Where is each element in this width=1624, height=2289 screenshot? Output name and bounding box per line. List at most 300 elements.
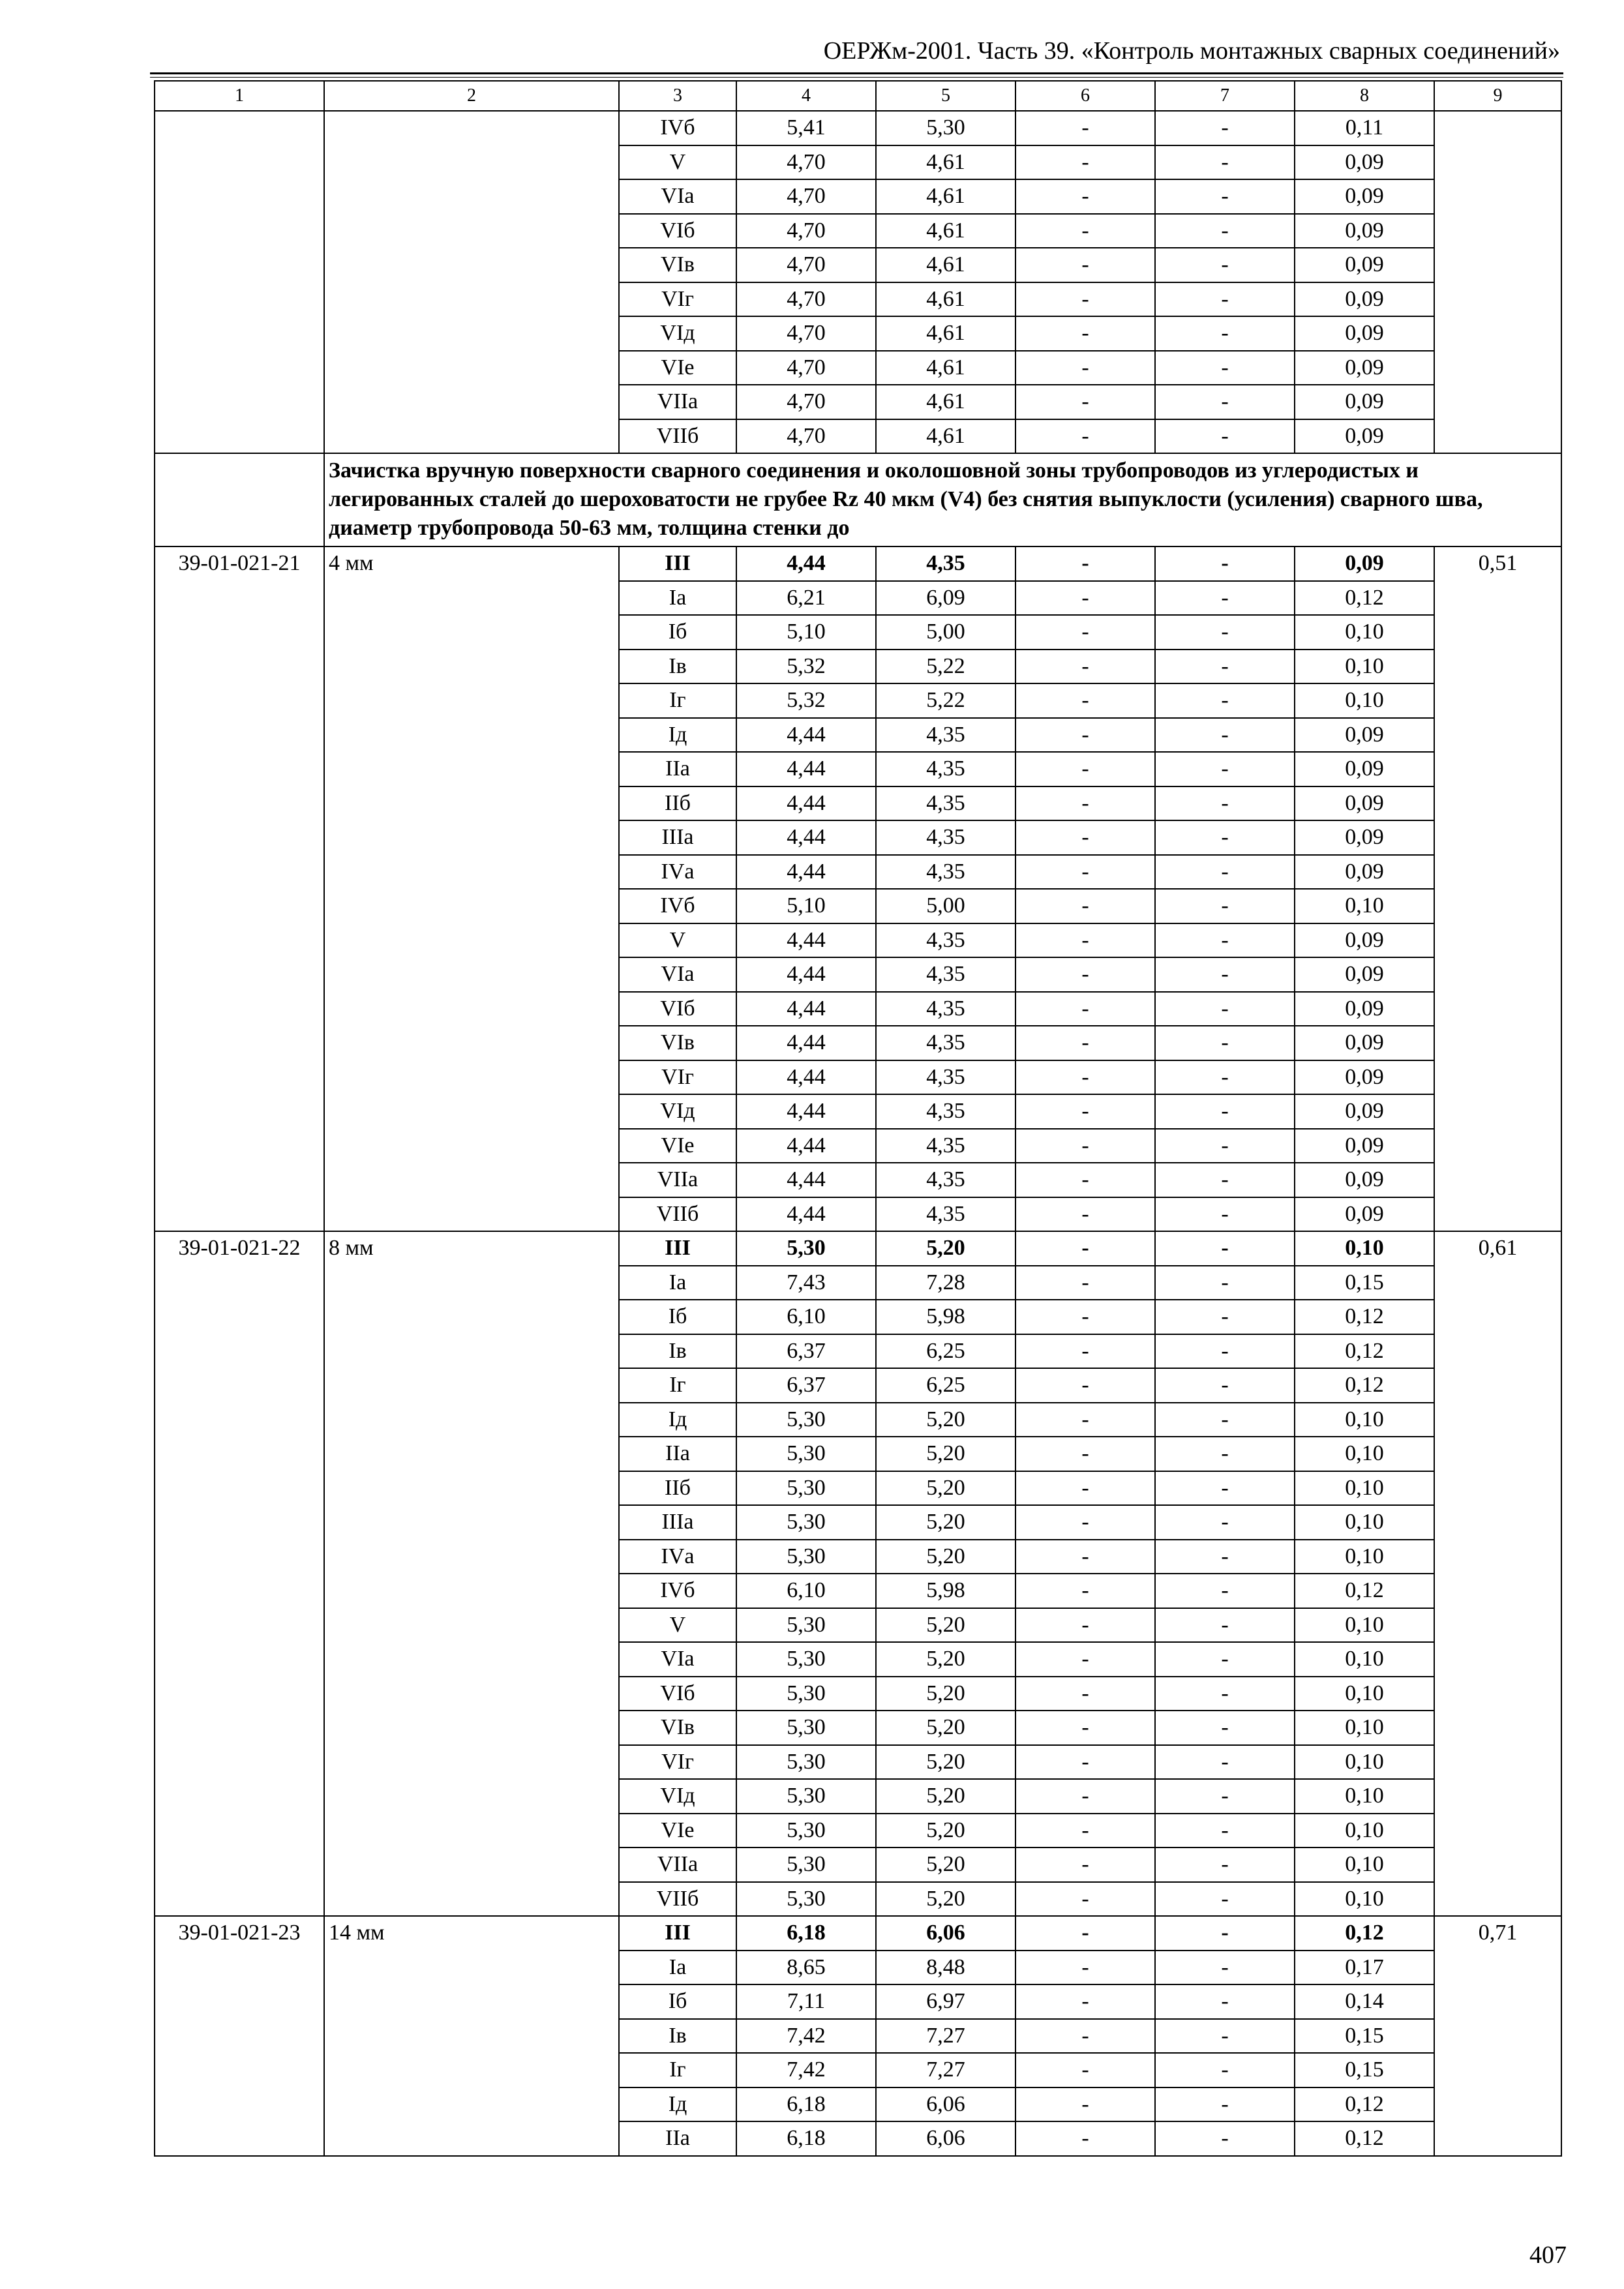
price-col-4: 4,70	[736, 351, 876, 385]
column-number: 4	[736, 81, 876, 111]
table-row	[155, 1916, 1561, 1951]
price-col-8: 0,09	[1295, 419, 1434, 454]
price-col-7: -	[1155, 1574, 1295, 1608]
price-col-6: -	[1015, 1540, 1155, 1574]
price-col-6: -	[1015, 1916, 1155, 1951]
price-col-4: 5,30	[736, 1540, 876, 1574]
price-col-4: 6,10	[736, 1300, 876, 1334]
price-col-7: -	[1155, 1677, 1295, 1711]
price-col-7: -	[1155, 2019, 1295, 2054]
region-code: VIIб	[619, 419, 736, 454]
price-col-4: 4,70	[736, 282, 876, 317]
page-header-title: ОЕРЖм-2001. Часть 39. «Контроль монтажных сварных соединений»	[823, 37, 1560, 65]
price-col-4: 4,44	[736, 992, 876, 1026]
item-code: 39-01-021-23	[155, 1916, 324, 2156]
price-col-6: -	[1015, 1368, 1155, 1403]
region-code: Iв	[619, 1334, 736, 1369]
price-col-8: 0,12	[1295, 2121, 1434, 2156]
price-col-8: 0,09	[1295, 786, 1434, 821]
price-col-8: 0,09	[1295, 1163, 1434, 1197]
price-col-7: -	[1155, 1334, 1295, 1369]
region-code: Iв	[619, 650, 736, 684]
price-col-4: 4,70	[736, 145, 876, 180]
price-col-5: 4,35	[876, 718, 1015, 753]
region-code: Iг	[619, 683, 736, 718]
price-col-5: 4,61	[876, 282, 1015, 317]
price-col-4: 4,70	[736, 316, 876, 351]
price-col-7: -	[1155, 214, 1295, 248]
column-number: 8	[1295, 81, 1434, 111]
price-col-8: 0,09	[1295, 385, 1434, 419]
price-col-5: 5,20	[876, 1642, 1015, 1677]
price-col-5: 4,61	[876, 179, 1015, 214]
price-col-4: 4,44	[736, 1129, 876, 1163]
column-number: 5	[876, 81, 1015, 111]
price-col-7: -	[1155, 419, 1295, 454]
item-wall-thickness: 14 мм	[324, 1916, 619, 2156]
price-col-7: -	[1155, 650, 1295, 684]
region-code: Iб	[619, 615, 736, 650]
price-col-6: -	[1015, 179, 1155, 214]
table-row	[155, 546, 1561, 581]
price-col-4: 5,30	[736, 1677, 876, 1711]
price-col-4: 5,30	[736, 1711, 876, 1745]
price-col-6: -	[1015, 1471, 1155, 1506]
price-col-4: 5,30	[736, 1437, 876, 1471]
price-col-6: -	[1015, 316, 1155, 351]
region-code: VIв	[619, 1711, 736, 1745]
price-col-7: -	[1155, 2087, 1295, 2122]
price-col-4: 5,30	[736, 1471, 876, 1506]
price-col-4: 7,11	[736, 1984, 876, 2019]
price-col-6: -	[1015, 1711, 1155, 1745]
price-col-7: -	[1155, 1026, 1295, 1060]
price-col-4: 4,70	[736, 248, 876, 282]
price-col-6: -	[1015, 2121, 1155, 2156]
price-col-6: -	[1015, 1026, 1155, 1060]
price-col-6: -	[1015, 1814, 1155, 1848]
price-col-4: 4,44	[736, 1026, 876, 1060]
price-col-7: -	[1155, 145, 1295, 180]
price-col-6: -	[1015, 786, 1155, 821]
price-col-7: -	[1155, 1984, 1295, 2019]
price-col-5: 5,22	[876, 683, 1015, 718]
region-code: VIв	[619, 1026, 736, 1060]
region-code: VIб	[619, 214, 736, 248]
price-col-5: 4,61	[876, 351, 1015, 385]
region-code: IIб	[619, 1471, 736, 1506]
region-code: Iд	[619, 718, 736, 753]
price-col-4: 6,18	[736, 2121, 876, 2156]
price-col-6: -	[1015, 718, 1155, 753]
price-col-8: 0,09	[1295, 1026, 1434, 1060]
group-heading-row	[155, 453, 1561, 546]
item-wall-thickness: 4 мм	[324, 546, 619, 1231]
price-col-6: -	[1015, 820, 1155, 855]
price-col-5: 6,25	[876, 1334, 1015, 1369]
region-code: VIе	[619, 1129, 736, 1163]
price-col-8: 0,12	[1295, 1916, 1434, 1951]
price-col-4: 7,43	[736, 1266, 876, 1300]
price-col-4: 4,70	[736, 214, 876, 248]
price-col-5: 5,98	[876, 1574, 1015, 1608]
price-col-8: 0,10	[1295, 1745, 1434, 1780]
price-col-7: -	[1155, 718, 1295, 753]
price-col-7: -	[1155, 1505, 1295, 1540]
region-code: Iа	[619, 1951, 736, 1985]
price-col-6: -	[1015, 1951, 1155, 1985]
region-code: VIIб	[619, 1197, 736, 1232]
group-heading-empty-cell	[155, 453, 324, 546]
price-col-7: -	[1155, 1608, 1295, 1643]
region-code: IVб	[619, 111, 736, 145]
price-col-7: -	[1155, 1642, 1295, 1677]
price-col-6: -	[1015, 214, 1155, 248]
price-col-5: 5,20	[876, 1814, 1015, 1848]
price-col-4: 4,44	[736, 957, 876, 992]
price-col-4: 6,18	[736, 1916, 876, 1951]
price-col-5: 5,20	[876, 1711, 1015, 1745]
price-col-4: 4,44	[736, 546, 876, 581]
price-col-5: 4,35	[876, 1094, 1015, 1129]
price-col-7: -	[1155, 855, 1295, 890]
price-col-7: -	[1155, 1814, 1295, 1848]
price-col-5: 4,35	[876, 855, 1015, 890]
price-col-5: 4,35	[876, 1163, 1015, 1197]
price-col-8: 0,12	[1295, 581, 1434, 616]
price-col-8: 0,15	[1295, 2019, 1434, 2054]
price-col-7: -	[1155, 385, 1295, 419]
region-code: Iг	[619, 2053, 736, 2087]
price-col-8: 0,09	[1295, 957, 1434, 992]
table-row	[155, 1231, 1561, 1266]
price-col-8: 0,09	[1295, 214, 1434, 248]
item-code: 39-01-021-22	[155, 1231, 324, 1916]
price-col-8: 0,10	[1295, 615, 1434, 650]
price-col-7: -	[1155, 282, 1295, 317]
price-col-6: -	[1015, 992, 1155, 1026]
price-col-6: -	[1015, 1779, 1155, 1814]
column-number: 1	[155, 81, 324, 111]
price-col-5: 4,61	[876, 248, 1015, 282]
price-col-8: 0,10	[1295, 1814, 1434, 1848]
price-col-4: 4,44	[736, 1060, 876, 1095]
price-col-8: 0,09	[1295, 351, 1434, 385]
price-col-7: -	[1155, 179, 1295, 214]
price-col-7: -	[1155, 1197, 1295, 1232]
price-col-7: -	[1155, 248, 1295, 282]
price-col-6: -	[1015, 1129, 1155, 1163]
price-col-7: -	[1155, 923, 1295, 958]
price-col-6: -	[1015, 385, 1155, 419]
region-code: V	[619, 923, 736, 958]
region-code: Iд	[619, 1403, 736, 1437]
region-code: IIа	[619, 752, 736, 786]
region-code: VIIа	[619, 1848, 736, 1882]
price-col-6: -	[1015, 957, 1155, 992]
price-col-4: 4,44	[736, 786, 876, 821]
price-col-8: 0,10	[1295, 1505, 1434, 1540]
price-col-4: 4,44	[736, 718, 876, 753]
price-col-6: -	[1015, 855, 1155, 890]
price-col-4: 5,30	[736, 1642, 876, 1677]
price-col-8: 0,10	[1295, 650, 1434, 684]
group-heading: Зачистка вручную поверхности сварного соединения и околошовной зоны трубопроводов из углеродистых и легированных сталей до шероховатости не грубее Rz 40 мкм (V4) без снятия выпуклости (усиления) сварного шва, диаметр трубопровода 50-63 мм, толщина стенки до	[324, 453, 1561, 546]
price-col-6: -	[1015, 1437, 1155, 1471]
price-col-8: 0,09	[1295, 1129, 1434, 1163]
price-col-5: 4,35	[876, 546, 1015, 581]
region-code: VIа	[619, 1642, 736, 1677]
price-col-4: 4,70	[736, 179, 876, 214]
region-code: IVа	[619, 1540, 736, 1574]
price-col-8: 0,10	[1295, 1231, 1434, 1266]
price-col-5: 5,00	[876, 889, 1015, 923]
price-col-5: 5,22	[876, 650, 1015, 684]
region-code: V	[619, 145, 736, 180]
estimate-table	[154, 80, 1562, 2157]
price-col-7: -	[1155, 1848, 1295, 1882]
region-code: VIд	[619, 1779, 736, 1814]
price-col-4: 5,30	[736, 1848, 876, 1882]
price-col-5: 4,35	[876, 752, 1015, 786]
price-col-8: 0,10	[1295, 1677, 1434, 1711]
price-col-8: 0,12	[1295, 2087, 1434, 2122]
price-col-6: -	[1015, 2053, 1155, 2087]
price-col-4: 4,44	[736, 820, 876, 855]
price-col-6: -	[1015, 1060, 1155, 1095]
price-col-5: 5,20	[876, 1437, 1015, 1471]
price-col-6: -	[1015, 282, 1155, 317]
price-col-4: 6,10	[736, 1574, 876, 1608]
price-col-4: 5,30	[736, 1608, 876, 1643]
price-col-5: 7,27	[876, 2019, 1015, 2054]
price-col-4: 5,32	[736, 650, 876, 684]
price-col-4: 4,44	[736, 923, 876, 958]
region-code: IVа	[619, 855, 736, 890]
price-col-8: 0,09	[1295, 546, 1434, 581]
price-col-8: 0,15	[1295, 1266, 1434, 1300]
region-code: VIе	[619, 1814, 736, 1848]
region-code: IIIа	[619, 820, 736, 855]
price-col-6: -	[1015, 1745, 1155, 1780]
column-number: 9	[1434, 81, 1561, 111]
price-col-7: -	[1155, 820, 1295, 855]
item-col9-value: 0,61	[1434, 1231, 1561, 1916]
column-number: 6	[1015, 81, 1155, 111]
region-code: VIIа	[619, 385, 736, 419]
price-col-7: -	[1155, 111, 1295, 145]
price-col-7: -	[1155, 1951, 1295, 1985]
price-col-4: 4,44	[736, 752, 876, 786]
price-col-5: 4,35	[876, 957, 1015, 992]
price-col-4: 4,70	[736, 385, 876, 419]
price-col-7: -	[1155, 1163, 1295, 1197]
param-cell-empty	[324, 111, 619, 453]
price-col-6: -	[1015, 111, 1155, 145]
price-col-6: -	[1015, 889, 1155, 923]
item-col9-value: 0,71	[1434, 1916, 1561, 2156]
price-col-8: 0,09	[1295, 923, 1434, 958]
price-col-6: -	[1015, 1848, 1155, 1882]
price-col-8: 0,15	[1295, 2053, 1434, 2087]
region-code: IVб	[619, 889, 736, 923]
price-col-4: 5,32	[736, 683, 876, 718]
price-col-7: -	[1155, 615, 1295, 650]
price-col-5: 6,06	[876, 2121, 1015, 2156]
price-col-5: 4,35	[876, 992, 1015, 1026]
price-col-5: 5,20	[876, 1540, 1015, 1574]
price-col-4: 5,30	[736, 1814, 876, 1848]
region-code: VIв	[619, 248, 736, 282]
price-col-7: -	[1155, 2053, 1295, 2087]
price-col-8: 0,10	[1295, 1437, 1434, 1471]
price-col-6: -	[1015, 419, 1155, 454]
price-col-8: 0,10	[1295, 1882, 1434, 1917]
price-col-6: -	[1015, 650, 1155, 684]
price-col-5: 4,35	[876, 1197, 1015, 1232]
page-number: 407	[1529, 2241, 1567, 2269]
price-col-7: -	[1155, 546, 1295, 581]
price-col-7: -	[1155, 786, 1295, 821]
price-col-7: -	[1155, 1060, 1295, 1095]
region-code: VIг	[619, 1745, 736, 1780]
column-number: 2	[324, 81, 619, 111]
price-col-6: -	[1015, 1334, 1155, 1369]
price-col-8: 0,09	[1295, 855, 1434, 890]
price-col-5: 4,35	[876, 820, 1015, 855]
price-col-4: 4,44	[736, 1163, 876, 1197]
price-col-7: -	[1155, 1540, 1295, 1574]
price-col-8: 0,14	[1295, 1984, 1434, 2019]
price-col-6: -	[1015, 1231, 1155, 1266]
price-col-7: -	[1155, 992, 1295, 1026]
price-col-4: 5,10	[736, 889, 876, 923]
price-col-4: 8,65	[736, 1951, 876, 1985]
region-code: IIа	[619, 1437, 736, 1471]
code-cell-empty	[155, 111, 324, 453]
price-col-4: 5,30	[736, 1505, 876, 1540]
price-col-6: -	[1015, 2019, 1155, 2054]
price-col-7: -	[1155, 1711, 1295, 1745]
region-code: IIб	[619, 786, 736, 821]
price-col-7: -	[1155, 683, 1295, 718]
price-col-7: -	[1155, 1471, 1295, 1506]
region-code: VIб	[619, 1677, 736, 1711]
price-col-7: -	[1155, 1368, 1295, 1403]
region-code: III	[619, 1231, 736, 1266]
price-col-5: 4,35	[876, 1026, 1015, 1060]
price-col-5: 5,00	[876, 615, 1015, 650]
price-col-6: -	[1015, 683, 1155, 718]
price-col-5: 4,61	[876, 214, 1015, 248]
price-col-8: 0,10	[1295, 1608, 1434, 1643]
region-code: IVб	[619, 1574, 736, 1608]
price-col-4: 5,10	[736, 615, 876, 650]
price-col-5: 4,61	[876, 419, 1015, 454]
price-col-5: 4,61	[876, 385, 1015, 419]
price-col-8: 0,09	[1295, 752, 1434, 786]
price-col-6: -	[1015, 2087, 1155, 2122]
price-col-4: 5,30	[736, 1231, 876, 1266]
price-col-7: -	[1155, 2121, 1295, 2156]
region-code: Iв	[619, 2019, 736, 2054]
region-code: IIIа	[619, 1505, 736, 1540]
price-col-8: 0,09	[1295, 820, 1434, 855]
price-col-5: 5,30	[876, 111, 1015, 145]
item-wall-thickness: 8 мм	[324, 1231, 619, 1916]
price-col-5: 5,20	[876, 1505, 1015, 1540]
price-col-4: 4,70	[736, 419, 876, 454]
price-col-8: 0,09	[1295, 248, 1434, 282]
price-col-6: -	[1015, 1882, 1155, 1917]
price-col-6: -	[1015, 1608, 1155, 1643]
region-code: Iа	[619, 1266, 736, 1300]
region-code: VIб	[619, 992, 736, 1026]
price-col-7: -	[1155, 957, 1295, 992]
price-col-8: 0,12	[1295, 1574, 1434, 1608]
price-col-8: 0,09	[1295, 316, 1434, 351]
price-col-8: 0,09	[1295, 282, 1434, 317]
price-col-7: -	[1155, 1094, 1295, 1129]
price-col-7: -	[1155, 889, 1295, 923]
region-code: III	[619, 546, 736, 581]
item-col9-value: 0,51	[1434, 546, 1561, 1231]
price-col-6: -	[1015, 615, 1155, 650]
price-col-7: -	[1155, 1779, 1295, 1814]
price-col-7: -	[1155, 1745, 1295, 1780]
price-col-8: 0,09	[1295, 718, 1434, 753]
region-code: VIа	[619, 957, 736, 992]
price-col-8: 0,09	[1295, 992, 1434, 1026]
price-col-8: 0,17	[1295, 1951, 1434, 1985]
item-code: 39-01-021-21	[155, 546, 324, 1231]
price-col-8: 0,09	[1295, 1094, 1434, 1129]
price-col-5: 5,20	[876, 1231, 1015, 1266]
price-col-6: -	[1015, 752, 1155, 786]
price-col-5: 6,97	[876, 1984, 1015, 2019]
price-col-6: -	[1015, 546, 1155, 581]
price-col-8: 0,10	[1295, 1848, 1434, 1882]
table-row	[155, 111, 1561, 145]
price-col-4: 5,30	[736, 1882, 876, 1917]
price-col-8: 0,10	[1295, 1779, 1434, 1814]
price-col-4: 6,21	[736, 581, 876, 616]
region-code: VIд	[619, 1094, 736, 1129]
price-col-5: 6,25	[876, 1368, 1015, 1403]
price-col-8: 0,09	[1295, 1197, 1434, 1232]
price-col-5: 5,20	[876, 1745, 1015, 1780]
header-rule-thin	[150, 77, 1563, 78]
price-col-6: -	[1015, 1677, 1155, 1711]
price-col-6: -	[1015, 1642, 1155, 1677]
price-col-6: -	[1015, 581, 1155, 616]
price-col-6: -	[1015, 1574, 1155, 1608]
price-col-7: -	[1155, 1300, 1295, 1334]
price-col-5: 5,20	[876, 1471, 1015, 1506]
price-col-6: -	[1015, 1984, 1155, 2019]
price-col-5: 5,98	[876, 1300, 1015, 1334]
region-code: VIе	[619, 351, 736, 385]
region-code: VIа	[619, 179, 736, 214]
region-code: VIд	[619, 316, 736, 351]
price-col-7: -	[1155, 1882, 1295, 1917]
price-col-4: 6,37	[736, 1368, 876, 1403]
price-col-6: -	[1015, 248, 1155, 282]
price-col-5: 5,20	[876, 1848, 1015, 1882]
price-col-4: 6,18	[736, 2087, 876, 2122]
price-col-8: 0,12	[1295, 1334, 1434, 1369]
price-col-7: -	[1155, 1403, 1295, 1437]
